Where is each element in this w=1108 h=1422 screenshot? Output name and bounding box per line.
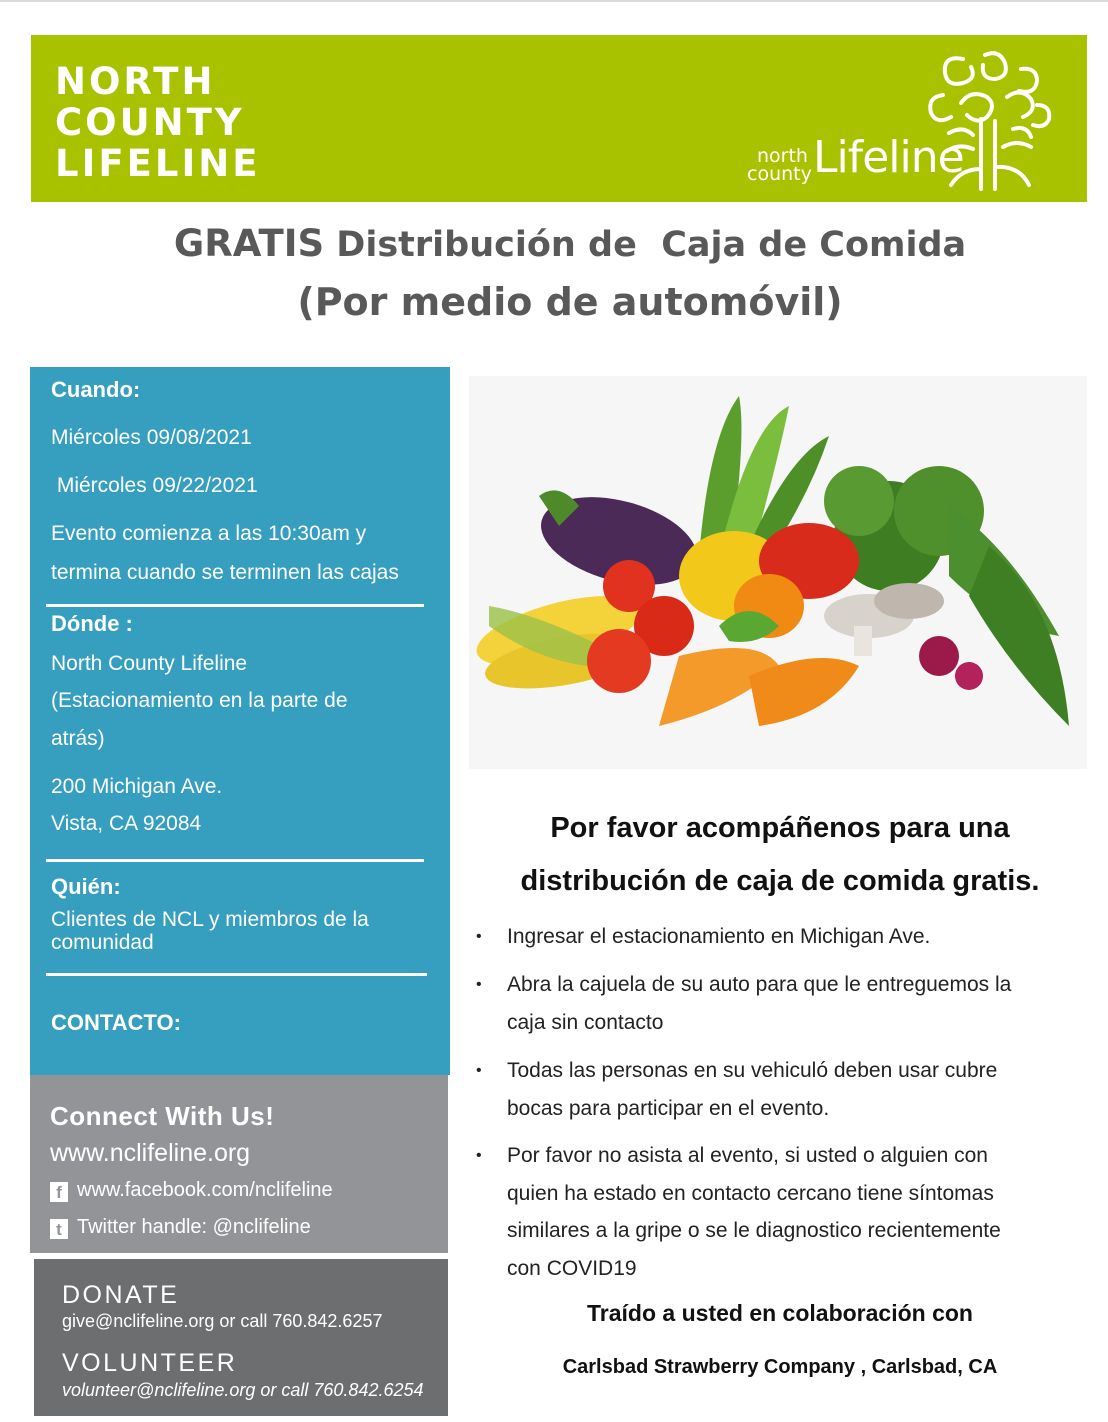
website-link[interactable]: www.nclifeline.org — [50, 1139, 251, 1167]
bullet-icon: • — [476, 1147, 482, 1164]
connect-heading: Connect With Us! — [50, 1101, 275, 1131]
invite-line-2: distribución de caja de comida gratis. — [520, 865, 1040, 897]
date-2: Miércoles 09/22/2021 — [51, 474, 258, 497]
facebook-link[interactable]: www.facebook.com/nclifeline — [77, 1179, 333, 1201]
event-info-panel — [30, 367, 450, 1075]
collaboration-text: Traído a usted en colaboración con — [587, 1300, 973, 1326]
org-name: NORTH COUNTY LIFELINE — [55, 60, 261, 185]
donate-contact[interactable]: give@nclifeline.org or call 760.842.6257 — [62, 1311, 383, 1331]
bullet-icon: • — [476, 976, 482, 993]
top-rule — [0, 0, 1108, 2]
invite-text — [470, 802, 1090, 908]
lifeline-logo — [743, 49, 1073, 199]
partner-name: Carlsbad Strawberry Company , Carlsbad, CA — [562, 1356, 998, 1378]
donate-label: DONATE — [62, 1281, 180, 1309]
volunteer-contact[interactable]: volunteer@nclifeline.org or call 760.842.6254 — [62, 1380, 424, 1400]
divider — [46, 973, 427, 976]
divider — [46, 859, 424, 862]
lifeline-tree-logo-icon — [903, 49, 1073, 199]
who-heading: Quién: — [51, 874, 121, 899]
facebook-icon: f — [50, 1182, 68, 1202]
bullet-icon: • — [476, 928, 482, 945]
divider — [46, 604, 424, 607]
vegetables-illustration — [469, 376, 1087, 769]
title-line-2: (Por medio de automóvil) — [297, 280, 843, 324]
facebook-row[interactable] — [50, 1179, 333, 1202]
logo-small-text: north county — [747, 145, 812, 185]
connect-panel — [30, 1075, 448, 1253]
address-line-2: Vista, CA 92084 — [51, 812, 202, 835]
title-line-1 — [0, 220, 1108, 269]
place-line-2: (Estacionamiento en la parte de — [51, 689, 348, 712]
title-rest: Distribución de Caja de Comida — [336, 225, 967, 265]
header-banner — [31, 35, 1087, 202]
bullet-icon: • — [476, 1062, 482, 1079]
place-line-1: North County Lifeline — [51, 652, 248, 675]
twitter-row[interactable] — [50, 1216, 311, 1239]
address-line-1: 200 Michigan Ave. — [51, 775, 223, 798]
vegetables-image — [469, 376, 1087, 769]
twitter-icon: t — [50, 1219, 68, 1239]
time-line-1: Evento comienza a las 10:30am y — [51, 522, 367, 545]
who-line-1: Clientes de NCL y miembros de la — [51, 908, 369, 931]
contact-heading: CONTACTO: — [51, 1010, 181, 1035]
date-1: Miércoles 09/08/2021 — [51, 426, 252, 449]
volunteer-label: VOLUNTEER — [62, 1349, 238, 1377]
time-line-2: termina cuando se terminen las cajas — [51, 561, 399, 584]
place-line-3: atrás) — [51, 727, 105, 750]
where-heading: Dónde : — [51, 611, 133, 636]
title-gratis: GRATIS — [173, 222, 325, 265]
logo-word: Lifeline — [813, 132, 964, 183]
donate-panel — [34, 1259, 448, 1416]
invite-line-1: Por favor acompáñenos para una — [550, 812, 1010, 844]
when-heading: Cuando: — [51, 377, 141, 402]
page-title — [0, 220, 1108, 335]
twitter-handle[interactable]: Twitter handle: @nclifeline — [77, 1216, 311, 1238]
who-line-2: comunidad — [51, 931, 154, 954]
